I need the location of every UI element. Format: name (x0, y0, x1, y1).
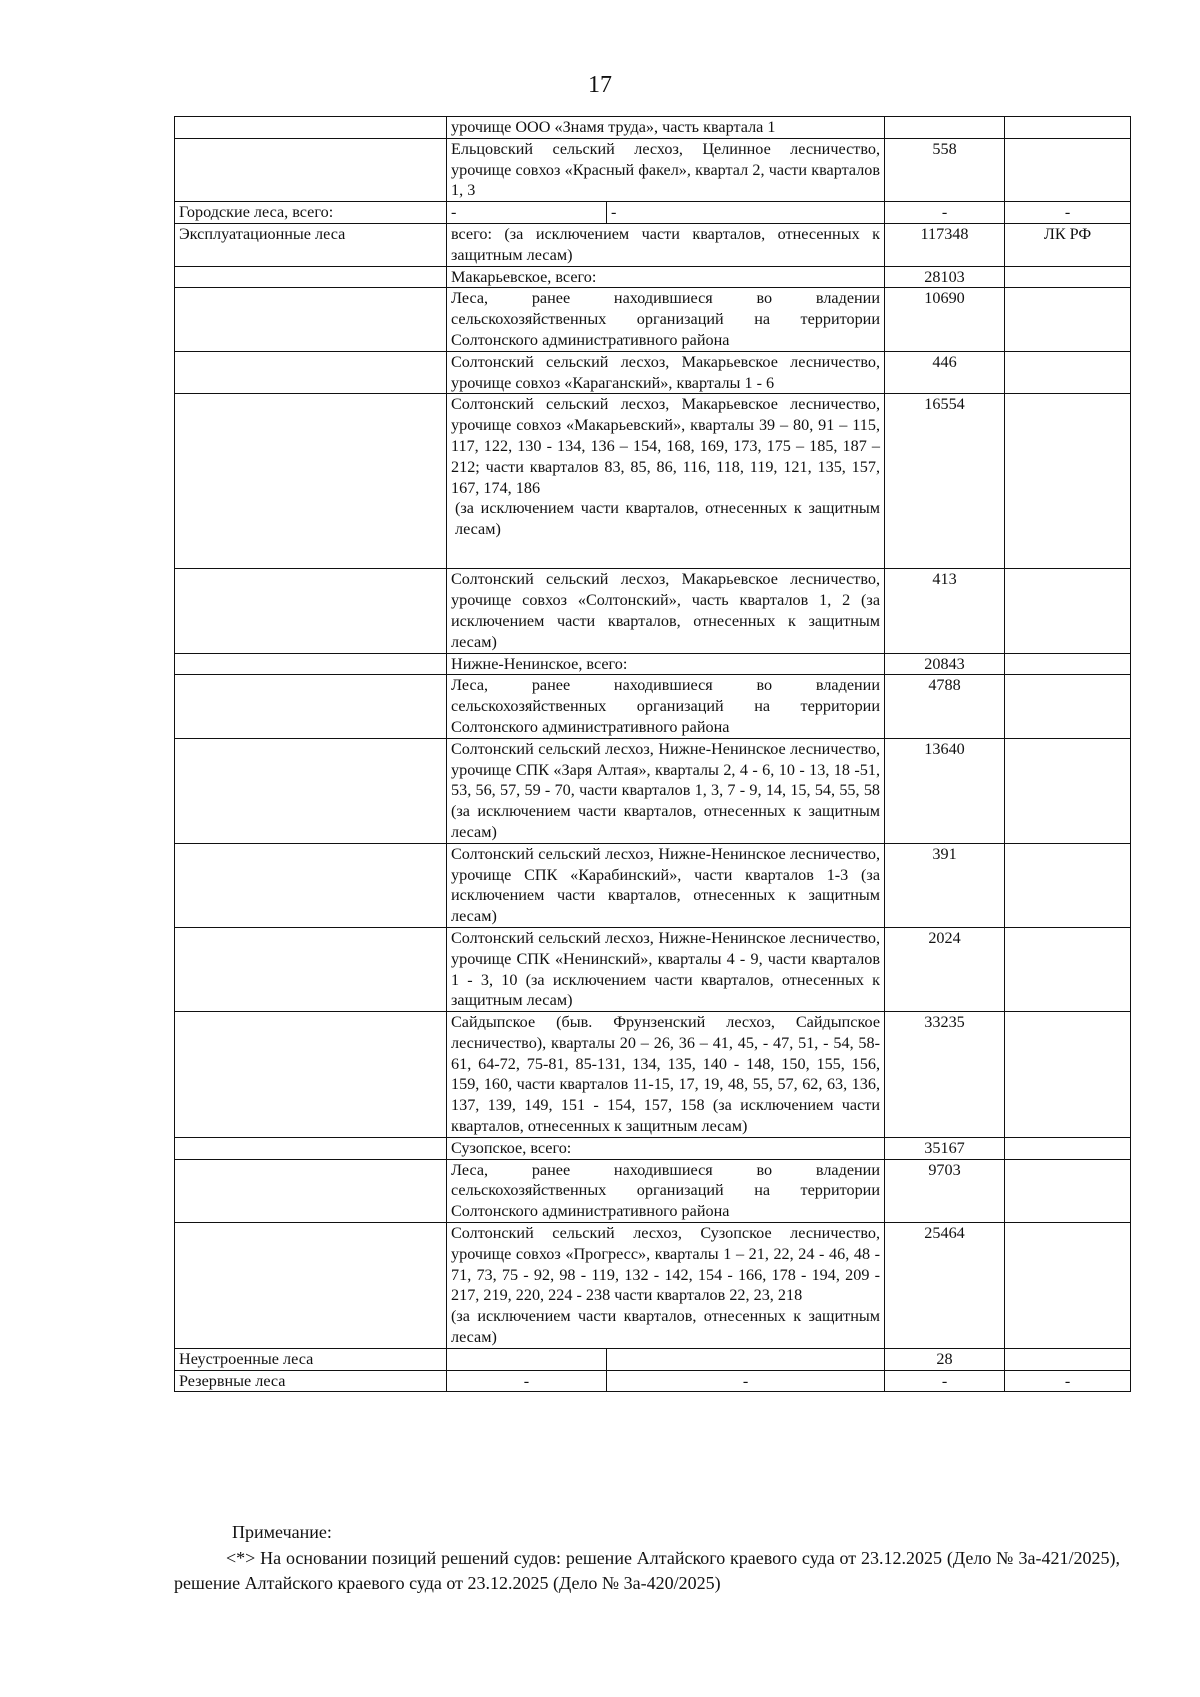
category-cell (175, 653, 447, 675)
area-cell: - (885, 202, 1005, 224)
table-row (175, 117, 1131, 139)
table-row (175, 351, 1131, 394)
basis-cell (1005, 653, 1131, 675)
area-cell: 33235 (885, 1012, 1005, 1138)
description-cell: Нижне-Ненинское, всего: (447, 653, 885, 675)
table-row (175, 675, 1131, 738)
category-cell: Резервные леса (175, 1370, 447, 1392)
basis-cell: - (1005, 202, 1131, 224)
area-cell: 10690 (885, 288, 1005, 351)
basis-cell (1005, 1348, 1131, 1370)
area-cell: 13640 (885, 738, 1005, 843)
table-row (175, 1012, 1131, 1138)
description-cell: Солтонский сельский лесхоз, Макарьевское лесничество, урочище совхоз «Караганский», кварталы 1 - 6 (447, 351, 885, 394)
basis-cell (1005, 1012, 1131, 1138)
category-cell (175, 138, 447, 201)
description-cell: урочище ООО «Знамя труда», часть квартала 1 (447, 117, 885, 139)
category-cell: Городские леса, всего: (175, 202, 447, 224)
basis-cell (1005, 394, 1131, 569)
description-cell: Солтонский сельский лесхоз, Нижне-Ненинское лесничество, урочище СПК «Ненинский», кварталы 4 - 9, части кварталов 1 - 3, 10 (за исключением части кварталов, отнесенных к защитным лесам) (447, 927, 885, 1011)
area-cell: 4788 (885, 675, 1005, 738)
table-row (175, 223, 1131, 266)
table-row (175, 1159, 1131, 1222)
forest-table (174, 116, 1131, 1392)
category-cell (175, 569, 447, 653)
basis-cell (1005, 927, 1131, 1011)
description-cell: Солтонский сельский лесхоз, Нижне-Ненинское лесничество, урочище СПК «Заря Алтая», кварталы 2, 4 - 6, 10 - 13, 18 -51, 53, 56, 57, 59 - 70, части кварталов 1, 3, 7 - 9, 14, 15, 54, 55, 58 (за исключением части кварталов, отнесенных к защитным лесам) (447, 738, 885, 843)
note-text: <*> На основании позиций решений судов: решение Алтайского краевого суда от 23.12.2025 (Дело № 3а-421/2025), решение Алтайского краевого суда от 23.12.2025 (Дело № 3а-420/2025) (174, 1548, 1120, 1593)
table-row (175, 653, 1131, 675)
area-cell (885, 117, 1005, 139)
area-cell: 446 (885, 351, 1005, 394)
description-cell: - (607, 202, 885, 224)
category-cell (175, 843, 447, 927)
category-cell (175, 266, 447, 288)
table-row (175, 1223, 1131, 1349)
basis-cell (1005, 117, 1131, 139)
area-cell: 16554 (885, 394, 1005, 569)
basis-cell (1005, 843, 1131, 927)
category-cell (175, 351, 447, 394)
basis-cell (1005, 266, 1131, 288)
basis-cell (1005, 738, 1131, 843)
description-note: (за исключением части кварталов, отнесенных к защитным лесам) (451, 1307, 881, 1347)
note-title: Примечание: (232, 1522, 332, 1542)
description-cell: всего: (за исключением части кварталов, отнесенных к защитным лесам) (447, 223, 885, 266)
description-cell: - (607, 1370, 885, 1392)
category-cell: Неустроенные леса (175, 1348, 447, 1370)
category-cell (175, 117, 447, 139)
area-cell: 25464 (885, 1223, 1005, 1349)
basis-cell (1005, 675, 1131, 738)
area-cell: 2024 (885, 927, 1005, 1011)
basis-cell (1005, 569, 1131, 653)
category-cell (175, 1223, 447, 1349)
description-cell: Леса, ранее находившиеся во владении сельскохозяйственных организаций на территории Солтонского административного района (447, 675, 885, 738)
table-row (175, 394, 1131, 569)
basis-cell (1005, 351, 1131, 394)
description-cell: - (447, 1370, 607, 1392)
table-row (175, 927, 1131, 1011)
description-cell: Солтонский сельский лесхоз, Нижне-Ненинское лесничество, урочище СПК «Карабинский», части кварталов 1-3 (за исключением части кварталов, отнесенных к защитным лесам) (447, 843, 885, 927)
description-cell (607, 1348, 885, 1370)
basis-cell (1005, 138, 1131, 201)
description-cell: Ельцовский сельский лесхоз, Целинное лесничество, урочище совхоз «Красный факел», квартал 2, части кварталов 1, 3 (447, 138, 885, 201)
description-text: Солтонский сельский лесхоз, Сузопское лесничество, урочище совхоз «Прогресс», кварталы 1 – 21, 22, 24 - 46, 48 - 71, 73, 75 - 92, 98 - 119, 132 - 142, 154 - 166, 178 - 194, 209 - 217, 219, 220, 224 - 238 части кварталов 22, 23, 218 (451, 1224, 881, 1305)
area-cell: 558 (885, 138, 1005, 201)
category-cell (175, 1159, 447, 1222)
table-row (175, 843, 1131, 927)
description-cell (447, 1348, 607, 1370)
basis-cell (1005, 1159, 1131, 1222)
category-cell (175, 675, 447, 738)
category-cell: Эксплуатационные леса (175, 223, 447, 266)
category-cell (175, 1137, 447, 1159)
table-row (175, 138, 1131, 201)
table-row (175, 1137, 1131, 1159)
description-cell: Леса, ранее находившиеся во владении сельскохозяйственных организаций на территории Солтонского административного района (447, 288, 885, 351)
table-row (175, 1348, 1131, 1370)
basis-cell: ЛК РФ (1005, 223, 1131, 266)
area-cell: 413 (885, 569, 1005, 653)
description-cell (447, 1223, 885, 1349)
page-number: 17 (588, 72, 612, 98)
table-row (175, 569, 1131, 653)
category-cell (175, 927, 447, 1011)
category-cell (175, 288, 447, 351)
description-cell: Леса, ранее находившиеся во владении сельскохозяйственных организаций на территории Солтонского административного района (447, 1159, 885, 1222)
table-row (175, 202, 1131, 224)
description-note: (за исключением части кварталов, отнесенных к защитным лесам) (455, 499, 881, 539)
category-cell (175, 394, 447, 569)
basis-cell: - (1005, 1370, 1131, 1392)
table-row (175, 266, 1131, 288)
category-cell (175, 738, 447, 843)
area-cell: 391 (885, 843, 1005, 927)
table-row (175, 288, 1131, 351)
description-cell: Солтонский сельский лесхоз, Макарьевское лесничество, урочище совхоз «Солтонский», часть кварталов 1, 2 (за исключением части кварталов, отнесенных к защитным лесам) (447, 569, 885, 653)
area-cell: - (885, 1370, 1005, 1392)
area-cell: 28103 (885, 266, 1005, 288)
category-cell (175, 1012, 447, 1138)
basis-cell (1005, 288, 1131, 351)
table-row (175, 738, 1131, 843)
description-cell: Макарьевское, всего: (447, 266, 885, 288)
description-cell (447, 394, 885, 569)
area-cell: 35167 (885, 1137, 1005, 1159)
area-cell: 117348 (885, 223, 1005, 266)
table-row (175, 1370, 1131, 1392)
description-cell: - (447, 202, 607, 224)
basis-cell (1005, 1223, 1131, 1349)
description-text: Солтонский сельский лесхоз, Макарьевское лесничество, урочище совхоз «Макарьевский», кварталы 39 – 80, 91 – 115, 117, 122, 130 - 134, 136 – 154, 168, 169, 173, 175 – 185, 187 – 212; части кварталов 83, 85, 86, 116, 118, 119, 121, 135, 157, 167, 174, 186 (451, 395, 881, 497)
basis-cell (1005, 1137, 1131, 1159)
area-cell: 20843 (885, 653, 1005, 675)
description-cell: Сайдыпское (быв. Фрунзенский лесхоз, Сайдыпское лесничество), кварталы 20 – 26, 36 – 41, 45, - 47, 51, - 54, 58-61, 64-72, 75-81, 85-131, 134, 135, 140 - 148, 150, 155, 156, 159, 160, части кварталов 11-15, 17, 19, 48, 55, 57, 62, 63, 136, 137, 139, 149, 151 - 154, 157, 158 (за исключением части кварталов, отнесенных к защитным лесам) (447, 1012, 885, 1138)
description-cell: Сузопское, всего: (447, 1137, 885, 1159)
area-cell: 9703 (885, 1159, 1005, 1222)
area-cell: 28 (885, 1348, 1005, 1370)
